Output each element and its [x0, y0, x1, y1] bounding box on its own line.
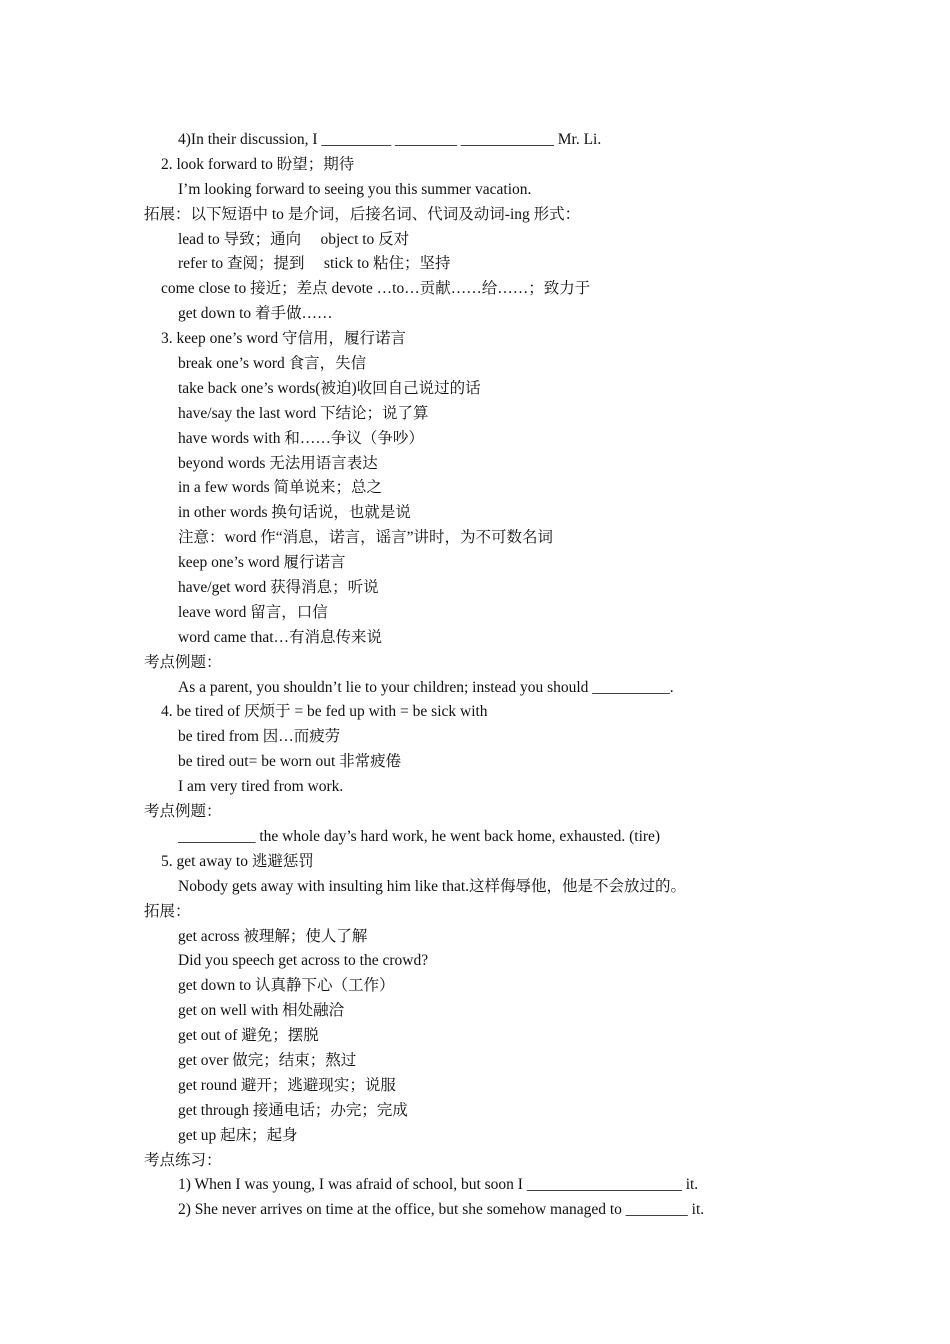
example-line: I am very tired from work. — [178, 778, 344, 796]
phrase-line: get out of 避免；摆脱 — [178, 1027, 319, 1045]
section-label: 拓展： — [144, 902, 191, 920]
phrase-line: have/get word 获得消息；听说 — [178, 579, 379, 597]
phrase-line: get over 做完；结束；熬过 — [178, 1051, 357, 1069]
phrase-line: in other words 换句话说，也就是说 — [178, 504, 411, 522]
exercise-line: __________ the whole day’s hard work, he went back home, exhausted. (tire) — [178, 827, 661, 845]
phrase-line: refer to 查阅；提到 stick to 粘住；坚持 — [178, 255, 451, 273]
phrase-line: be tired from 因…而疲劳 — [178, 728, 341, 746]
section-label: 考点练习： — [144, 1151, 222, 1169]
example-line: Did you speech get across to the crowd? — [178, 952, 429, 970]
phrase-line: in a few words 简单说来；总之 — [178, 479, 383, 497]
phrase-line: come close to 接近；差点 devote …to…贡献……给……；致力于 — [161, 280, 591, 298]
note-line: 注意：word 作“消息，诺言，谣言”讲时，为不可数名词 — [178, 529, 553, 547]
phrase-line: get round 避开；逃避现实；说服 — [178, 1076, 396, 1094]
phrase-line: be tired out= be worn out 非常疲倦 — [178, 753, 402, 771]
section-label: 考点例题： — [144, 803, 222, 821]
item-heading: 5. get away to 逃避惩罚 — [161, 852, 314, 870]
phrase-line: get down to 着手做…… — [178, 305, 333, 323]
phrase-line: leave word 留言，口信 — [178, 603, 328, 621]
phrase-line: get across 被理解；使人了解 — [178, 927, 368, 945]
item-heading: 4. be tired of 厌烦于 = be fed up with = be sick with — [161, 703, 488, 721]
phrase-line: word came that…有消息传来说 — [178, 628, 383, 646]
section-label: 拓展：以下短语中 to 是介词，后接名词、代词及动词-ing 形式： — [144, 205, 581, 223]
exercise-line: 1) When I was young, I was afraid of school, but soon I ____________________ it. — [178, 1176, 699, 1194]
item-heading: 2. look forward to 盼望；期待 — [161, 155, 355, 173]
phrase-line: keep one’s word 履行诺言 — [178, 554, 346, 572]
exercise-line: As a parent, you shouldn’t lie to your children; instead you should __________. — [178, 678, 674, 696]
phrase-line: have/say the last word 下结论；说了算 — [178, 404, 429, 422]
phrase-line: get down to 认真静下心（工作） — [178, 977, 395, 995]
phrase-line: beyond words 无法用语言表达 — [178, 454, 378, 472]
phrase-line: get through 接通电话；办完；完成 — [178, 1101, 408, 1119]
phrase-line: get on well with 相处融洽 — [178, 1002, 345, 1020]
section-label: 考点例题： — [144, 653, 222, 671]
exercise-line: 2) She never arrives on time at the office, but she somehow managed to ________ it. — [178, 1201, 705, 1219]
document-page — [0, 128, 950, 1223]
phrase-line: break one’s word 食言，失信 — [178, 355, 367, 373]
exercise-line: 4)In their discussion, I _________ ________ ____________ Mr. Li. — [178, 131, 602, 148]
phrase-line: have words with 和……争议（争吵） — [178, 429, 424, 447]
phrase-line: take back one’s words(被迫)收回自己说过的话 — [178, 379, 481, 397]
example-line: I’m looking forward to seeing you this summer vacation. — [178, 180, 532, 198]
example-line: Nobody gets away with insulting him like that.这样侮辱他，他是不会放过的。 — [178, 877, 687, 895]
phrase-line: get up 起床；起身 — [178, 1126, 298, 1144]
item-heading: 3. keep one’s word 守信用，履行诺言 — [161, 330, 406, 348]
phrase-line: lead to 导致；通向 object to 反对 — [178, 230, 410, 248]
